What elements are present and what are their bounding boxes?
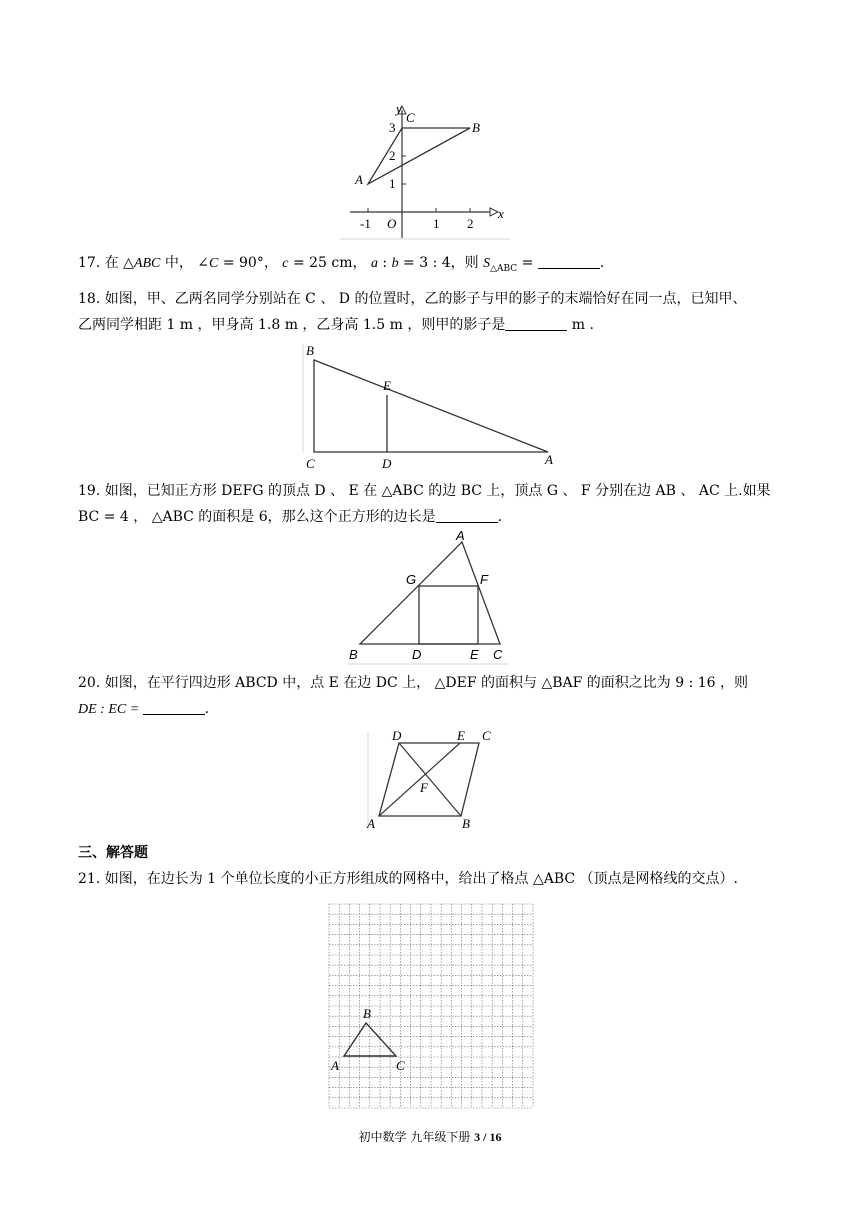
point-a-label: A	[331, 1058, 339, 1073]
x-axis-label: x	[498, 206, 504, 221]
y-tick-1: 1	[389, 176, 396, 191]
point-f-label: F	[480, 572, 488, 587]
x-tick-minus-1: -1	[360, 216, 371, 231]
y-tick-3: 3	[389, 120, 396, 135]
question-17: 17. 在 △ABC 中， ∠C = 90°， c = 25 cm， a : b = 3 : 4，则 $S_{\triangle ABC}$ = .	[78, 255, 605, 274]
point-d-label: D	[412, 647, 422, 662]
point-g-label: G	[406, 572, 417, 587]
figure-20-parallelogram	[364, 728, 504, 834]
point-b-label: B	[462, 816, 470, 831]
answer-blank-17[interactable]	[538, 253, 600, 269]
page-number: 3 / 16	[474, 1130, 502, 1144]
x-tick-2: 2	[467, 216, 474, 231]
point-e-label: E	[383, 378, 391, 393]
point-a-label: A	[456, 528, 465, 543]
origin-label: O	[387, 216, 397, 231]
point-e-label: E	[457, 728, 465, 743]
question-18: 18. 如图，甲、乙两名同学分别站在 C 、 D 的位置时，乙的影子与甲的影子的末端恰好在同一点，已知甲、 乙两同学相距 1 m ，甲身高 1.8 m ，乙身高 1.5 m ，则甲的影子是 m .	[78, 291, 747, 333]
grid-lines	[329, 904, 533, 1108]
figure-18-shadow-triangle	[300, 340, 570, 472]
x-tick-1: 1	[433, 216, 440, 231]
point-b-label: B	[306, 343, 314, 358]
page-footer: 初中数学 九年级下册 3 / 16	[358, 1130, 502, 1144]
point-c-label: C	[396, 1058, 405, 1073]
point-f-label: F	[420, 780, 428, 795]
question-19: 19. 如图，已知正方形 DEFG 的顶点 D 、 E 在 △ABC 的边 BC 上，顶点 G 、 F 分别在边 AB 、 AC 上.如果 BC = 4 ， △ABC 的面积是 6，那么这个正方形的边长是 .	[78, 483, 771, 525]
question-20: 20. 如图，在平行四边形 ABCD 中，点 E 在边 DC 上， △DEF 的面积与 △BAF 的面积之比为 9 : 16 ，则 DE : EC = .	[78, 675, 749, 717]
figure-16-coordinate-triangle	[340, 100, 510, 242]
point-c-label: C	[306, 456, 315, 471]
section-heading: 三、解答题	[78, 845, 148, 861]
point-a-label: A	[367, 816, 375, 831]
point-c-label: C	[493, 647, 503, 662]
y-axis-label: y	[396, 101, 402, 116]
answer-blank-19[interactable]	[436, 507, 498, 523]
point-d-label: D	[392, 728, 402, 743]
point-b-label: B	[472, 120, 480, 135]
answer-blank-20[interactable]	[143, 699, 205, 715]
point-a-label: A	[545, 452, 553, 467]
point-c-label: C	[406, 110, 415, 125]
figure-19-inscribed-square	[340, 528, 515, 668]
point-d-label: D	[382, 456, 392, 471]
point-c-label: C	[482, 728, 491, 743]
point-a-label: A	[355, 172, 363, 187]
point-b-label: B	[363, 1006, 371, 1021]
point-b-label: B	[349, 647, 358, 662]
answer-blank-18[interactable]	[505, 315, 567, 331]
y-tick-2: 2	[389, 148, 396, 163]
question-21: 21. 如图，在边长为 1 个单位长度的小正方形组成的网格中，给出了格点 △ABC （顶点是网格线的交点）.	[78, 871, 739, 887]
point-e-label: E	[470, 647, 479, 662]
figure-21-grid-triangle	[326, 902, 536, 1112]
